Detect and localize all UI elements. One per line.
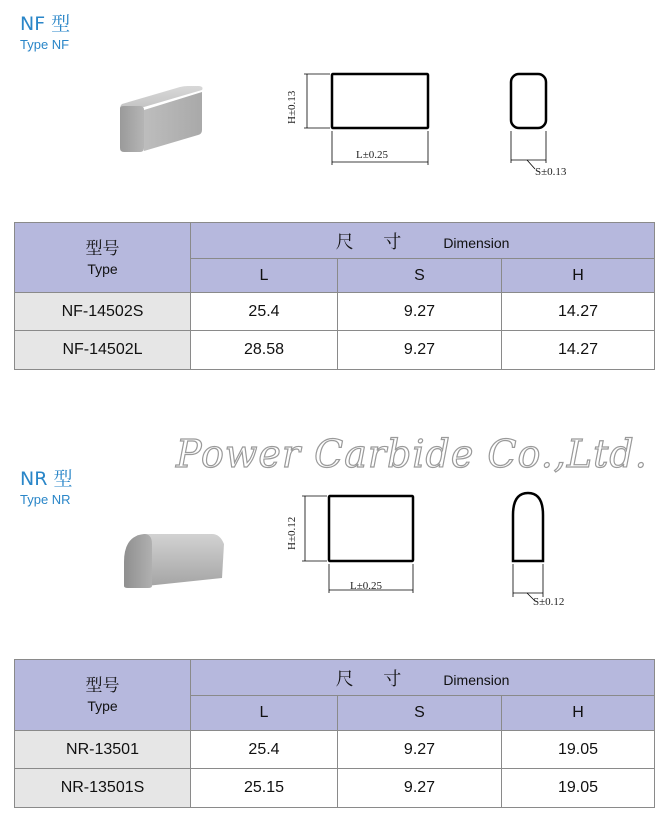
table-row bbox=[15, 331, 655, 370]
h-cell: 19.05 bbox=[502, 731, 655, 769]
l-cell: 25.4 bbox=[191, 293, 338, 331]
model-cell: NR-13501S bbox=[15, 769, 191, 808]
dimension-header: 尺 寸 Dimension bbox=[191, 660, 655, 696]
model-cell: NF-14502S bbox=[15, 293, 191, 331]
nf-length-tolerance-label: L±0.25 bbox=[356, 149, 389, 161]
table-row bbox=[15, 731, 655, 769]
nr-subtitle: Type NR bbox=[20, 492, 71, 507]
column-header-h: H bbox=[502, 696, 655, 731]
nf-side-view-drawing bbox=[505, 65, 595, 180]
column-header-h: H bbox=[502, 259, 655, 293]
company-watermark: Power Carbide Co.,Ltd. bbox=[176, 432, 648, 476]
table-row bbox=[15, 293, 655, 331]
model-cell: NF-14502L bbox=[15, 331, 191, 370]
column-header-s: S bbox=[338, 259, 502, 293]
nf-subtitle: Type NF bbox=[20, 37, 70, 52]
s-cell: 9.27 bbox=[338, 331, 502, 370]
table-row bbox=[15, 769, 655, 808]
dimension-header: 尺 寸 Dimension bbox=[191, 223, 655, 259]
type-header: 型号 Type bbox=[15, 223, 191, 293]
h-cell: 14.27 bbox=[502, 293, 655, 331]
s-cell: 9.27 bbox=[338, 293, 502, 331]
type-header: 型号 Type bbox=[15, 660, 191, 731]
s-cell: 9.27 bbox=[338, 769, 502, 808]
h-cell: 14.27 bbox=[502, 331, 655, 370]
nr-length-tolerance-label: L±0.25 bbox=[350, 580, 383, 592]
nf-width-tolerance-label: S±0.13 bbox=[535, 166, 567, 178]
nr-title: NR 型 bbox=[20, 468, 73, 490]
s-cell: 9.27 bbox=[338, 731, 502, 769]
model-cell: NR-13501 bbox=[15, 731, 191, 769]
l-cell: 25.4 bbox=[191, 731, 338, 769]
l-cell: 28.58 bbox=[191, 331, 338, 370]
column-header-l: L bbox=[191, 696, 338, 731]
nr-width-tolerance-label: S±0.12 bbox=[533, 596, 565, 608]
column-header-s: S bbox=[338, 696, 502, 731]
nf-height-tolerance-label: H±0.13 bbox=[286, 90, 298, 124]
nf-spec-table bbox=[14, 222, 655, 370]
nf-title: NF 型 bbox=[20, 13, 71, 35]
nf-product-illustration bbox=[110, 80, 220, 160]
nr-height-tolerance-label: H±0.12 bbox=[286, 516, 298, 550]
nr-side-view-drawing bbox=[505, 487, 595, 607]
l-cell: 25.15 bbox=[191, 769, 338, 808]
nr-spec-table bbox=[14, 659, 655, 808]
h-cell: 19.05 bbox=[502, 769, 655, 808]
nr-product-illustration bbox=[118, 520, 233, 595]
column-header-l: L bbox=[191, 259, 338, 293]
